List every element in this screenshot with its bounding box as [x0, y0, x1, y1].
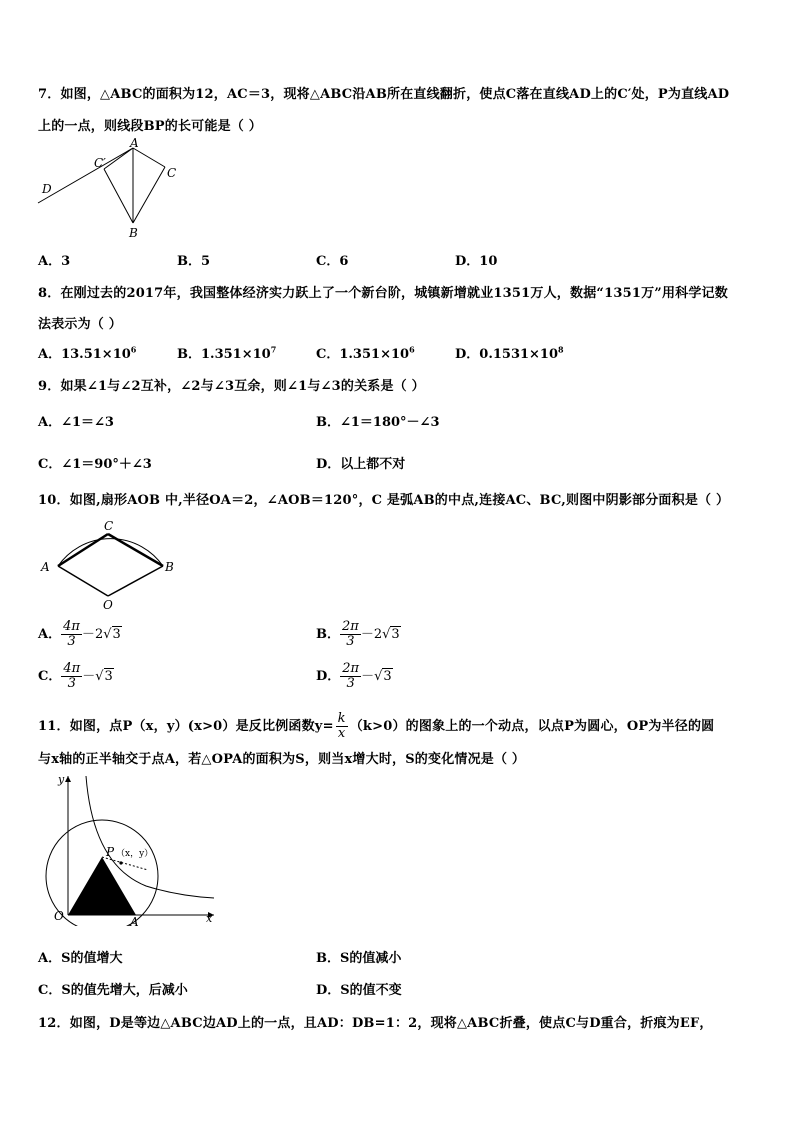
- q9-option-b[interactable]: B．∠1＝180°－∠3: [316, 415, 440, 430]
- q7-figure: [34, 137, 194, 241]
- q9-option-c[interactable]: C．∠1＝90°＋∠3: [38, 457, 152, 472]
- q8-option-c[interactable]: C．$1.351\times 10^6$: [316, 344, 415, 362]
- q7-option-d[interactable]: D．10: [455, 254, 498, 269]
- q7-text-line2: 上的一点，则线段BP的长可能是（ ）: [38, 119, 262, 134]
- q11-text-line2: 与x轴的正半轴交于点A，若△OPA的面积为S，则当x增大时，S的变化情况是（ ）: [38, 752, 526, 767]
- q10-arc-AB: [58, 539, 163, 566]
- q11-shaded-triangle: [68, 857, 136, 915]
- q11-label-A: A: [130, 915, 139, 926]
- q7-option-c[interactable]: C．6: [316, 254, 349, 269]
- q10-text-line1: 10．如图,扇形AOB 中,半径OA＝2，∠AOB＝120°，C 是弧AB的中点,连接AC、BC,则图中阴影部分面积是（ ）: [38, 493, 730, 508]
- q11-option-d[interactable]: D．S的值不变: [316, 983, 402, 998]
- q7-option-a[interactable]: A．3: [38, 254, 71, 269]
- q7-seg-CB: [133, 167, 165, 223]
- q7-label-C: C: [167, 166, 177, 180]
- q8-option-d[interactable]: D．$0.1531\times 10^8$: [455, 344, 564, 362]
- q10-chord-CB: [108, 534, 163, 566]
- q11-label-P: P: [106, 845, 115, 859]
- q7-label-A: A: [130, 137, 139, 150]
- q10-label-C: C: [104, 519, 114, 533]
- q7-label-B: B: [129, 226, 138, 240]
- q9-option-a[interactable]: A．∠1＝∠3: [38, 415, 114, 430]
- q10-label-B: B: [165, 560, 174, 574]
- q11-label-P-coord: （x，y）: [116, 849, 154, 859]
- q7-seg-CpB: [104, 169, 133, 223]
- q8-text-line2: 法表示为（ ）: [38, 317, 122, 332]
- q11-option-b[interactable]: B．S的值减小: [316, 951, 402, 966]
- q10-option-a[interactable]: A． $\frac{4\pi}{3}$ －2√3: [38, 619, 121, 649]
- q8-option-b[interactable]: B．$1.351\times 10^7$: [177, 344, 277, 362]
- q10-chord-AC: [58, 534, 108, 566]
- q12-text-line1: 12．如图，D是等边△ABC边AD上的一点，且AD：DB=1：2，现将△ABC折叠，使点C与D重合，折痕为EF，: [38, 1016, 713, 1031]
- q10-option-c[interactable]: C． $\frac{4\pi}{3}$ －√3: [38, 661, 113, 691]
- q7-label-Cprime: C′: [94, 156, 106, 170]
- q11-label-y: y: [58, 773, 65, 786]
- q11-label-O: O: [54, 909, 64, 923]
- q10-option-b[interactable]: B． $\frac{2\pi}{3}$ －2√3: [316, 619, 400, 649]
- q10-figure: [36, 516, 180, 612]
- q11-label-x: x: [206, 912, 213, 925]
- q11-figure: [38, 770, 220, 926]
- q9-text-line1: 9．如果∠1与∠2互补，∠2与∠3互余，则∠1与∠3的关系是（ ）: [38, 379, 425, 394]
- q11-y-arrow: [65, 776, 71, 782]
- q7-seg-ACp: [104, 148, 133, 169]
- q7-option-b[interactable]: B．5: [177, 254, 211, 269]
- q10-label-A: A: [41, 560, 50, 574]
- q7-seg-AC: [133, 148, 165, 167]
- q8-text-line1: 8．在刚过去的2017年，我国整体经济实力跃上了一个新台阶，城镇新增就业1351万人，数据“1351万”用科学记数: [38, 286, 728, 301]
- q7-line-DA: [38, 148, 133, 203]
- q7-label-D: D: [42, 182, 52, 196]
- q11-text-line1: 11．如图，点P（x，y）(x>0）是反比例函数y= $\frac{k}{x}$ （k>0）的图象上的一个动点，以点P为圆心，OP为半径的圆: [38, 711, 715, 741]
- q10-radius-OB: [108, 566, 163, 596]
- q11-point-P: [119, 861, 122, 864]
- q9-option-d[interactable]: D．以上都不对: [316, 457, 406, 472]
- q10-label-O: O: [103, 598, 113, 612]
- q10-option-d[interactable]: D． $\frac{2\pi}{3}$ －√3: [316, 661, 392, 691]
- q7-text-line1: 7．如图，△ABC的面积为12，AC＝3，现将△ABC沿AB所在直线翻折，使点C落在直线AD上的C′处，P为直线AD: [38, 87, 730, 102]
- q8-option-a[interactable]: A．$13.51\times 10^6$: [38, 344, 137, 362]
- q10-radius-OA: [58, 566, 108, 596]
- q11-option-a[interactable]: A．S的值增大: [38, 951, 123, 966]
- q11-option-c[interactable]: C．S的值先增大，后减小: [38, 983, 188, 998]
